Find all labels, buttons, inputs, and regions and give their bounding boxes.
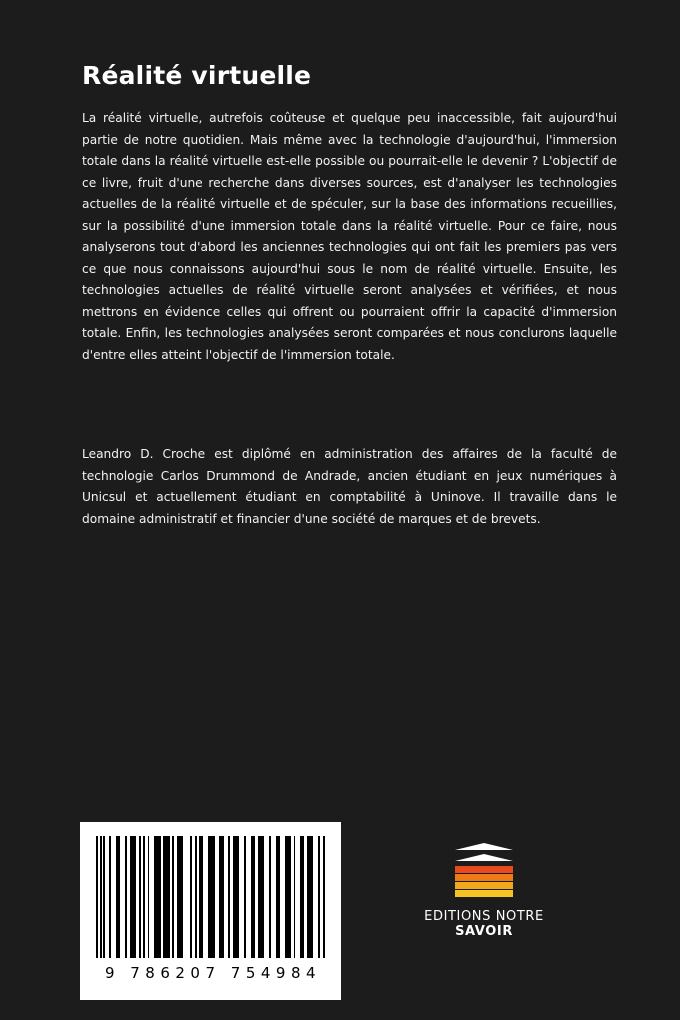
barcode-bars (96, 836, 325, 958)
page-title: Réalité virtuelle (82, 60, 312, 90)
book-description: La réalité virtuelle, autrefois coûteuse et quelque peu inaccessible, fait aujourd'hui partie de notre quotidien. Mais même avec la technologie d'aujourd'hui, l'immersion totale dans la réalité virtuelle est-elle possible ou pourrait-elle le devenir ? L'objectif de ce livre, fruit d'une recherche dans diverses sources, est d'analyser les technologies actuelles de la réalité virtuelle et de spéculer, sur la base des informations recueillies, sur la possibilité d'une immersion totale dans la réalité virtuelle. Pour ce faire, nous analyserons tout d'abord les anciennes technologies qui ont fait les premiers pas vers ce que nous connaissons aujourd'hui sous le nom de réalité virtuelle. Ensuite, les technologies actuelles de réalité virtuelle seront analysées et vérifiées, et nous mettrons en évidence celles qui offrent ou pourraient offrir la capacité d'immersion totale. Enfin, les technologies analysées seront comparées et nous conclurons laquelle d'entre elles atteint l'objectif de l'immersion totale. (82, 111, 617, 362)
publisher-name (396, 909, 572, 939)
author-biography: Leandro D. Croche est diplômé en administration des affaires de la faculté de technologie Carlos Drummond de Andrade, ancien étudiant en jeux numériques à Unicsul et actuellement étudiant en comptabilité à Uninove. Il travaille dans le domaine administratif et financier d'une société de marques et de brevets. (82, 447, 617, 526)
publisher-logo (396, 843, 572, 939)
book-page-second-icon (451, 854, 517, 861)
barcode-number: 9 786207 754984 (104, 964, 322, 982)
publisher-name-light: EDITIONS NOTRE (424, 909, 544, 924)
logo-band-amber (455, 882, 513, 889)
publisher-name-bold: SAVOIR (455, 924, 513, 939)
barcode (80, 822, 341, 1000)
logo-band-orange (455, 874, 513, 881)
book-page-top-icon (451, 843, 517, 850)
logo-band-yellow (455, 890, 513, 897)
logo-band-red (455, 866, 513, 873)
book-stack-icon (451, 843, 517, 899)
